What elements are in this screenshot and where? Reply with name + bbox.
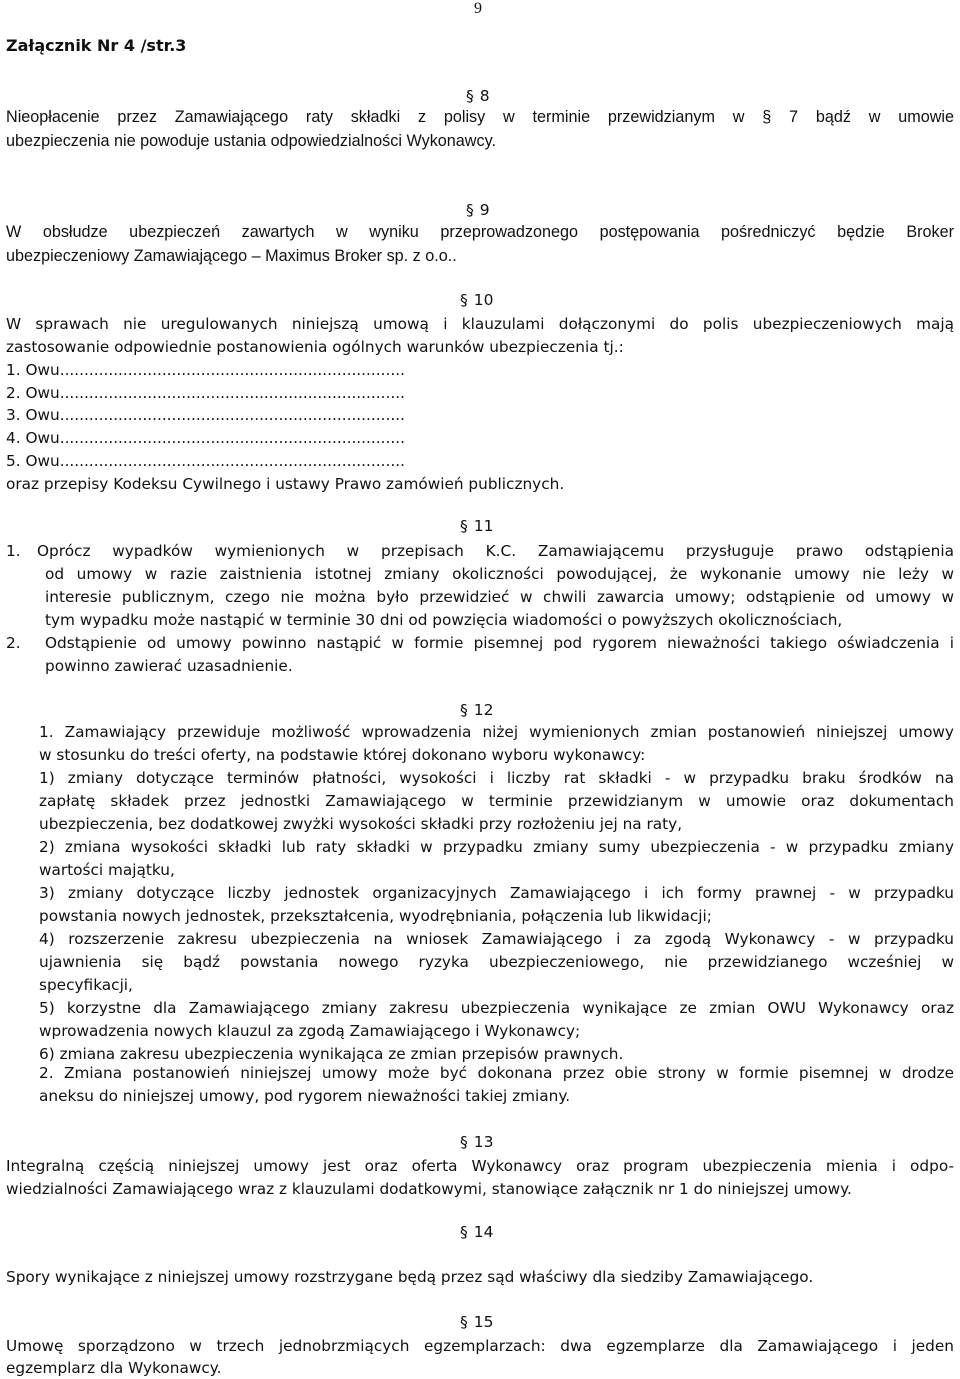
- section-10-text-line-2: zastosowanie odpowiednie postanowienia ogólnych warunków ubezpieczenia tj.:: [6, 338, 624, 356]
- section-10-text-line-1: W sprawach nie uregulowanych niniejszą umową i klauzulami dołączonymi do polis ubezpieczeniowych mają: [6, 315, 954, 333]
- section-12-line-2: w stosunku do treści oferty, na podstawie której dokonano wyboru wykonawcy:: [39, 746, 646, 764]
- section-12-line-5: ubezpieczenia, bez dodatkowej zwyżki wysokości składki przy rozłożeniu jej na raty,: [39, 815, 683, 833]
- section-11-point-1-number: 1.: [6, 542, 21, 560]
- section-number: 8: [479, 87, 490, 105]
- section-number: 12: [473, 701, 494, 719]
- section-10-heading: [460, 290, 493, 310]
- section-number: 10: [473, 291, 494, 309]
- section-14-heading: [460, 1222, 493, 1242]
- owu-list-item-1: 1. Owu.......................................................................: [6, 361, 405, 379]
- section-12-line-17: aneksu do niniejszej umowy, pod rygorem nieważności takiej zmiany.: [39, 1087, 571, 1105]
- section-12-line-15: 6) zmiana zakresu ubezpieczenia wynikająca ze zmian przepisów prawnych.: [39, 1045, 624, 1063]
- owu-list-item-5: 5. Owu.......................................................................: [6, 452, 405, 470]
- section-12-line-9: powstania nowych jednostek, przekształcenia, wyodrębniania, połączenia lub likwidacji;: [39, 907, 712, 925]
- owu-list-item-4: 4. Owu.......................................................................: [6, 429, 405, 447]
- section-12-line-12: specyfikacji,: [39, 976, 133, 994]
- section-reference: § 7: [762, 108, 799, 126]
- section-11-point-1-line-1: Oprócz wypadków wymienionych w przepisach K.C. Zamawiającemu przysługuje prawo odstąpienia: [37, 542, 954, 560]
- text-run: bądź w umowie: [815, 108, 955, 126]
- section-9-text-line-2: ubezpieczeniowy Zamawiającego – Maximus Broker sp. z o.o..: [6, 247, 457, 265]
- section-15-line-2: egzemplarz dla Wykonawcy.: [6, 1359, 222, 1377]
- section-11-point-1-line-3: interesie publicznym, czego nie można było przewidzieć w chwili zawarcia umowy; odstąpienie od umowy w: [45, 588, 954, 606]
- section-11-point-2-number: 2.: [6, 634, 21, 652]
- section-symbol: §: [460, 517, 468, 535]
- section-12-line-6: 2) zmiana wysokości składki lub raty składki w przypadku zmiany sumy ubezpieczenia - w przypadku zmiany: [39, 838, 954, 856]
- section-11-point-1-line-4: tym wypadku może nastąpić w terminie 30 dni od powzięcia wiadomości o powyższych okolicznościach,: [45, 611, 843, 629]
- owu-list-item-2: 2. Owu.......................................................................: [6, 384, 405, 402]
- section-12-line-13: 5) korzystne dla Zamawiającego zmiany zakresu ubezpieczenia wynikające ze zmian OWU Wykonawcy oraz: [39, 999, 954, 1017]
- section-symbol: §: [466, 87, 474, 105]
- section-8-text-line-1: [6, 106, 954, 128]
- section-9-heading: [466, 200, 490, 220]
- text-run: Nieopłacenie przez Zamawiającego raty składki z polisy w terminie przewidzianym w: [6, 108, 745, 126]
- section-12-line-7: wartości majątku,: [39, 861, 175, 879]
- section-12-line-1: 1. Zamawiający przewiduje możliwość wprowadzenia niżej wymienionych zmian postanowień niniejszej umowy: [39, 723, 954, 741]
- section-symbol: §: [460, 291, 468, 309]
- section-14-line-1: Spory wynikające z niniejszej umowy rozstrzygane będą przez sąd właściwy dla siedziby Zamawiającego.: [6, 1268, 814, 1286]
- section-symbol: §: [466, 201, 474, 219]
- section-12-line-4: zapłatę składek przez jednostki Zamawiającego w terminie przewidzianym w umowie oraz dokumentach: [39, 792, 954, 810]
- section-12-heading: [460, 700, 493, 720]
- section-10-text-line-3: oraz przepisy Kodeksu Cywilnego i ustawy Prawo zamówień publicznych.: [6, 475, 565, 493]
- section-8-heading: [466, 86, 490, 106]
- section-number: 13: [473, 1133, 494, 1151]
- section-symbol: §: [460, 1133, 468, 1151]
- section-12-line-3: 1) zmiany dotyczące terminów płatności, wysokości i liczby rat składki - w przypadku braku środków na: [39, 769, 954, 787]
- page-header: Załącznik Nr 4 /str.3: [6, 36, 187, 55]
- section-11-point-1-line-2: od umowy w razie zaistnienia istotnej zmiany okoliczności powodującej, że wykonanie umowy nie leży w: [45, 565, 954, 583]
- section-13-line-2: wiedzialności Zamawiającego wraz z klauzulami dodatkowymi, stanowiące załącznik nr 1 do niniejszej umowy.: [6, 1180, 852, 1198]
- section-8-text-line-2: ubezpieczenia nie powoduje ustania odpowiedzialności Wykonawcy.: [6, 132, 496, 150]
- section-9-text-line-1: W obsłudze ubezpieczeń zawartych w wyniku przeprowadzonego postępowania pośredniczyć będzie Broker: [6, 223, 954, 241]
- section-12-line-11: ujawnienia się bądź powstania nowego ryzyka ubezpieczeniowego, nie przewidzianego wcześniej w: [39, 953, 954, 971]
- page-number: 9: [474, 0, 482, 17]
- section-11-point-2-line-2: powinno zawierać uzasadnienie.: [45, 657, 293, 675]
- section-11-point-2-line-1: Odstąpienie od umowy powinno nastąpić w formie pisemnej pod rygorem nieważności takiego oświadczenia i: [45, 634, 954, 652]
- section-symbol: §: [460, 701, 468, 719]
- section-number: 14: [473, 1223, 494, 1241]
- section-15-line-1: Umowę sporządzono w trzech jednobrzmiących egzemplarzach: dwa egzemplarze dla Zamawiającego i jeden: [6, 1337, 954, 1355]
- section-symbol: §: [460, 1223, 468, 1241]
- section-12-line-14: wprowadzenia nowych klauzul za zgodą Zamawiającego i Wykonawcy;: [39, 1022, 581, 1040]
- section-12-line-16: 2. Zmiana postanowień niniejszej umowy może być dokonana przez obie strony w formie pisemnej w drodze: [39, 1064, 954, 1082]
- section-number: 9: [479, 201, 490, 219]
- section-11-heading: [460, 516, 493, 536]
- section-number: 11: [473, 517, 494, 535]
- section-12-line-8: 3) zmiany dotyczące liczby jednostek organizacyjnych Zamawiającego i ich formy prawnej - w przypadku: [39, 884, 954, 902]
- section-15-heading: [460, 1312, 493, 1332]
- section-symbol: §: [460, 1313, 468, 1331]
- owu-list-item-3: 3. Owu.......................................................................: [6, 406, 405, 424]
- section-13-line-1: Integralną częścią niniejszej umowy jest oraz oferta Wykonawcy oraz program ubezpieczenia mienia i odpo-: [6, 1157, 954, 1175]
- section-number: 15: [473, 1313, 494, 1331]
- section-12-line-10: 4) rozszerzenie zakresu ubezpieczenia na wniosek Zamawiającego i za zgodą Wykonawcy - w przypadku: [39, 930, 954, 948]
- section-13-heading: [460, 1132, 493, 1152]
